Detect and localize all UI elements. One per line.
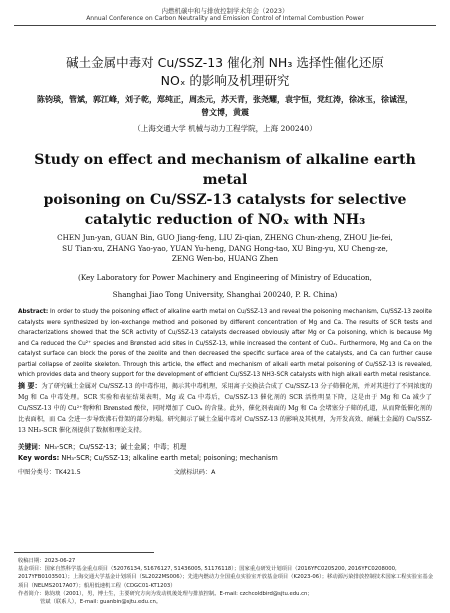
footnote [18, 557, 436, 606]
document-code-value: A [211, 469, 216, 476]
chinese-keywords [18, 441, 432, 451]
clc-label: 中图分类号： [18, 469, 56, 476]
chinese-affiliation: （上海交通大学 机械与动力工程学院，上海 200240） [133, 124, 317, 133]
received-label: 收稿日期： [18, 558, 45, 564]
document-code [174, 467, 215, 476]
chinese-keywords-text: NH₃-SCR；Cu/SSZ-13；碱土金属；中毒；机理 [44, 443, 187, 451]
author-label: 作者简介： [18, 590, 45, 597]
english-keywords [18, 454, 432, 462]
chinese-title [20, 54, 430, 90]
document-code-label: 文献标识码： [174, 469, 212, 476]
english-keywords-label: Key words: [18, 454, 60, 462]
english-authors-line-1: CHEN Jun-yan, GUAN Bin, GUO Jiang-feng, LIU Zi-qian, ZHENG Chun-zheng, ZHOU Jie-fei, [57, 233, 393, 242]
fund-label: 基金项目： [18, 566, 45, 573]
english-title-line-1: Study on effect and mechanism of alkaline earth metal [34, 152, 416, 188]
fund-info [18, 565, 436, 590]
chinese-title-line-1: 碱土金属中毒对 Cu/SSZ-13 催化剂 NH₃ 选择性催化还原 [66, 55, 384, 70]
chinese-title-line-2: NOₓ 的影响及机理研究 [160, 73, 290, 88]
author-text: 陈钧琰（2001），男，博士生，主要研究方向为发动机後处理与排放控制。E-mail: czchcoldbird@sjtu.edu.cn； [44, 590, 313, 597]
received-value: 2023-06-27 [44, 558, 76, 564]
english-affiliation-line-2: Shanghai Jiao Tong University, Shanghai 200240, P. R. China) [112, 290, 338, 299]
footnote-rule [14, 552, 154, 553]
conference-header-en: Annual Conference on Carbon Neutrality and Emission Control of Internal Combustion Power [86, 15, 364, 22]
english-title [20, 150, 430, 230]
chinese-keywords-label: 关键词： [18, 443, 45, 451]
abstract-text: In order to study the poisoning effect of alkaline earth metal on Cu/SSZ-13 and reveal the poisoning mechanism, Cu/SSZ-13 zeolite catalysts were synthesized by ion-exchange method and poisoned by different concentration of Mg and Ca. The results of SCR tests and characterizations showed that the SCR activity of Cu/SSZ-13 catalysts decreased obviously after Mg or Ca poisoning, which is because Mg and Ca reduced the Cu²⁺ species and Brønsted acid sites in Cu/SSZ-13, while increased the content of CuOₓ. Furthermore, Mg and Ca on the catalyst surface can block the pores of the zeolite and then decreased the specific surface area of the catalysts, and Ca can further cause partial collapse of zeolite skeleton. Through this article, the effect and mechanism of alkali earth metal poisoning of Cu/SSZ-13 is revealed, which provides data and theory support for the development of efficient Cu/SSZ-13 NH3-SCR catalysts with high alkali earth metal resistance. [18, 309, 432, 378]
chinese-abstract [18, 381, 432, 436]
english-authors-line-3: ZENG Wen-bo, HUANG Zhen [171, 254, 279, 263]
clc-number [18, 467, 81, 476]
english-keywords-text: NH₃-SCR; Cu/SSZ-13; alkaline earth metal; poisoning; mechanism [61, 454, 278, 462]
author-info [18, 590, 436, 598]
chinese-abstract-text: 为了研究碱土金属对 Cu/SSZ-13 的中毒作用，揭示其中毒机理，采用离子交换法合成了 Cu/SSZ-13 分子筛催化剂，并对其进行了不同浓度的 Mg 和 Ca 中毒处理。SCR 实验和表征结果表明，Mg 或 Ca 中毒后，Cu/SSZ-13 催化剂的 SCR 活性明显下降，这是由于 Mg 和 Ca 减少了 Cu/SSZ-13 中的 Cu²⁺物种和 Brønsted 酸位，同时增加了 CuOₓ 的含量。此外，催化剂表面的 Mg 和 Ca 会堵塞分子筛的孔道，从而降低催化剂的比表面积，而 Ca 会进一步导致沸石骨架的部分坍塌。研究揭示了碱土金属中毒对 Cu/SSZ-13 的影响及其机理，为开发高效、耐碱土金属的 Cu/SSZ-13 NH₃-SCR 催化剂提供了数据和理论支持。 [18, 383, 432, 434]
chinese-authors-line-1: 陈钧琰，管斌，郭江峰，刘子乾，郑纯正，周杰元，苏天青，张尧耀，袁宇恒，党红涛，徐冰玉，徐诚涅， [37, 95, 413, 104]
contact-text: E-mail: guanbin@sjtu.edu.cn。 [79, 599, 162, 606]
chinese-authors [30, 93, 420, 119]
english-title-line-2: poisoning on Cu/SSZ-13 catalysts for selective [43, 192, 407, 208]
chinese-authors-line-2: 曾文博，黄震 [201, 108, 249, 117]
received-date [18, 557, 436, 565]
header-rule [14, 25, 436, 26]
fund-text: 国家自然科学基金重点项目（52076134, 51676127, 51436005, 51176118）；国家重点研发计划项目（2016YFC0205200, 2016YFC0208000, 2017YFB0103501）；上海交通大学基金计划项目（SL2022MS006）；先进内燃动力全国重点实验室开放基金项目（K2023-06）；移动源污染排放控制技术国家工程实验室基金项目（NELMS2017A07）；船用低速机工程（CDGC01-KT1203） [18, 566, 433, 589]
english-abstract [18, 307, 432, 381]
clc-value: TK421.5 [55, 469, 81, 476]
abstract-label: Abstract: [18, 309, 49, 315]
english-authors-line-2: SU Tian-xu, ZHANG Yao-yao, YUAN Yu-heng, DANG Hong-tao, XU Bing-yu, XU Cheng-ze, [62, 243, 388, 253]
conference-header-cn: 内燃机碳中和与排放控制学术年会（2023） [161, 7, 289, 15]
english-authors [30, 233, 420, 265]
english-affiliation-line-1: (Key Laboratory for Power Machinery and Engineering of Ministry of Education, [78, 273, 372, 282]
english-title-line-3: catalytic reduction of NOₓ with NH₃ [84, 212, 366, 228]
chinese-abstract-label: 摘 要： [18, 382, 42, 390]
contact-label: 管斌（联系人）， [40, 599, 80, 606]
english-affiliation [30, 269, 420, 303]
contact-info [18, 598, 436, 606]
